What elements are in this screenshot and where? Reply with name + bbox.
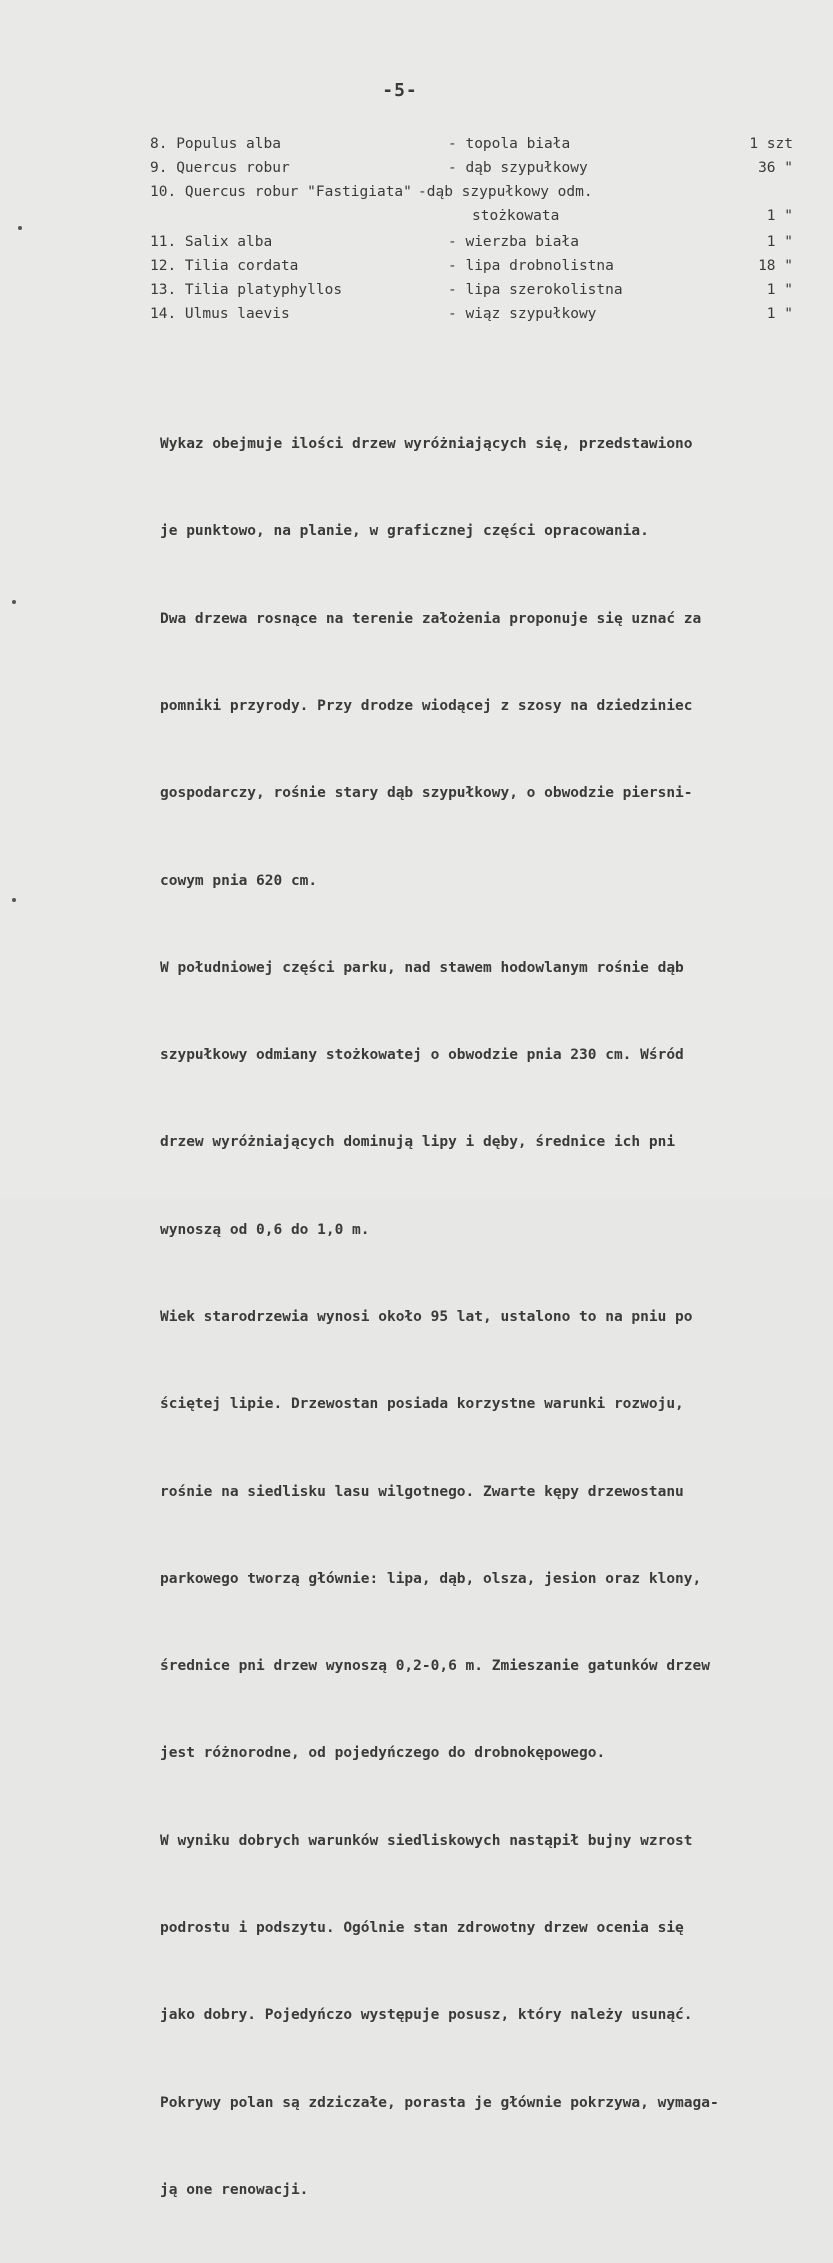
paragraph-line: rośnie na siedlisku lasu wilgotnego. Zwarte kępy drzewostanu (160, 1483, 684, 1500)
paragraph-line: Wiek starodrzewia wynosi około 95 lat, ustalono to na pniu po (160, 1309, 693, 1325)
species-polish-name: - wiąz szypułkowy (448, 306, 597, 322)
paragraph-line: ją one renowacji. (160, 2181, 309, 2198)
paragraph-line: W południowej części parku, nad stawem hodowlanym rośnie dąb (160, 959, 684, 976)
species-quantity: 1 szt (749, 136, 793, 152)
species-latin-name: 9. Quercus robur (150, 160, 290, 176)
species-quantity: 36 " (758, 160, 793, 176)
paragraph-line: średnice pni drzew wynoszą 0,2-0,6 m. Zmieszanie gatunków drzew (160, 1658, 710, 1675)
species-row (150, 136, 805, 160)
paragraph-line: Pokrywy polan są zdziczałe, porasta je głównie pokrzywa, wymaga- (160, 2094, 719, 2111)
paragraph-line: jako dobry. Pojedyńczo występuje posusz, który należy usunąć. (160, 2007, 693, 2024)
paragraph-line: je punktowo, na planie, w graficznej części opracowania. (160, 523, 649, 540)
paragraph-line: wynoszą od 0,6 do 1,0 m. (160, 1221, 370, 1238)
paragraph-line: Dwa drzewa rosnące na terenie założenia proponuje się uznać za (160, 610, 702, 627)
body-paragraph (160, 372, 800, 2263)
species-quantity: 18 " (758, 258, 793, 274)
species-latin-name: 14. Ulmus laevis (150, 306, 290, 322)
species-latin-name: 13. Tilia platyphyllos (150, 282, 343, 298)
species-latin-name: 11. Salix alba (150, 234, 273, 250)
paragraph-line: ściętej lipie. Drzewostan posiada korzystne warunki rozwoju, (160, 1396, 684, 1413)
page-number: -5- (382, 80, 418, 101)
paragraph-line: Wykaz obejmuje ilości drzew wyróżniających się, przedstawiono (160, 436, 693, 453)
paragraph-line: szypułkowy odmiany stożkowatej o obwodzie pnia 230 cm. Wśród (160, 1047, 684, 1064)
species-polish-name: - lipa szerokolistna (448, 282, 623, 298)
paragraph-line: podrostu i podszytu. Ogólnie stan zdrowotny drzew ocenia się (160, 1919, 684, 1936)
species-row (150, 282, 805, 306)
species-polish-name: stożkowata (472, 208, 560, 224)
paragraph-line: cowym pnia 620 cm. (160, 872, 318, 889)
species-row (150, 306, 805, 330)
species-row-continuation (150, 208, 805, 234)
species-polish-name: - lipa drobnolistna (448, 258, 614, 274)
paragraph-line: parkowego tworzą głównie: lipa, dąb, olsza, jesion oraz klony, (160, 1570, 702, 1587)
species-polish-name: - wierzba biała (448, 234, 579, 250)
scan-speck (12, 600, 16, 604)
paragraph-line: drzew wyróżniających dominują lipy i dęby, średnice ich pni (160, 1134, 676, 1151)
species-quantity: 1 " (766, 234, 793, 250)
species-row (150, 234, 805, 258)
paragraph-line: jest różnorodne, od pojedyńczego do drobnokępowego. (160, 1745, 606, 1762)
species-latin-name: 12. Tilia cordata (150, 258, 299, 274)
species-row (150, 160, 805, 184)
paragraph-line: W wyniku dobrych warunków siedliskowych nastąpił bujny wzrost (160, 1832, 693, 1849)
species-quantity: 1 " (766, 282, 793, 298)
species-quantity: 1 " (766, 306, 793, 322)
scan-speck (12, 898, 16, 902)
species-list (150, 136, 805, 330)
species-polish-name: - dąb szypułkowy (448, 160, 588, 176)
paragraph-line: gospodarczy, rośnie stary dąb szypułkowy, o obwodzie piersni- (160, 785, 693, 802)
species-latin-name: 10. Quercus robur "Fastigiata" (150, 184, 412, 200)
species-polish-name: -dąb szypułkowy odm. (418, 184, 593, 200)
species-polish-name: - topola biała (448, 136, 571, 152)
scan-speck (18, 226, 22, 230)
species-row (150, 258, 805, 282)
paragraph-line: pomniki przyrody. Przy drodze wiodącej z szosy na dziedziniec (160, 698, 693, 715)
species-row (150, 184, 805, 208)
species-quantity: 1 " (766, 208, 793, 224)
species-latin-name: 8. Populus alba (150, 136, 281, 152)
